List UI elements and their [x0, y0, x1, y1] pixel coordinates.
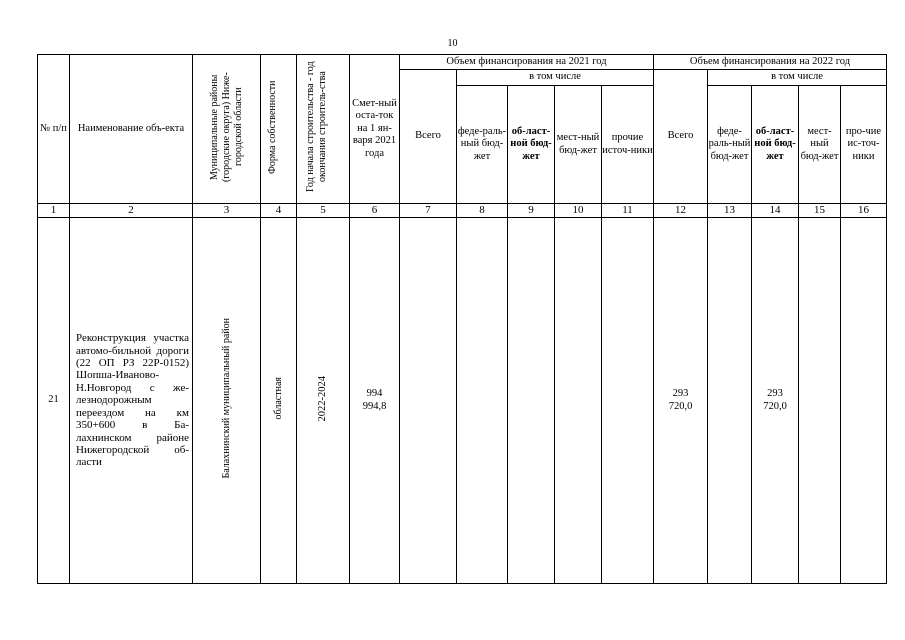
municipal-district-cell — [193, 218, 261, 584]
header-local-2021: мест-ный бюд-жет — [555, 86, 602, 204]
column-number: 12 — [654, 204, 708, 218]
header-funding-2021: Объем финансирования на 2021 год — [400, 55, 654, 70]
federal-2021 — [457, 218, 508, 584]
header-other-2021: прочие источ-ники — [602, 86, 654, 204]
total-2021 — [400, 218, 457, 584]
municipal-district: Балахнинский муниципальный район — [220, 318, 232, 479]
federal-2022 — [708, 218, 752, 584]
header-including-2021: в том числе — [457, 70, 654, 86]
column-number: 16 — [841, 204, 887, 218]
regional-2022: 293 720,0 — [752, 218, 799, 584]
other-2021 — [602, 218, 654, 584]
header-years: Год начала строительства - год окончания строитель-ства — [297, 55, 350, 204]
column-number: 13 — [708, 204, 752, 218]
header-federal-2022: феде-раль-ный бюд-жет — [708, 86, 752, 204]
header-municipal: Муниципальные районы (городские округа) Ниже-городской области — [193, 55, 261, 204]
local-2022 — [799, 218, 841, 584]
column-number: 4 — [261, 204, 297, 218]
ownership-form: областная — [272, 377, 284, 420]
object-name: Реконструкция участка автомо-бильной дороги (22 ОП РЗ 22Р-0152) Шопша-Иваново-Н.Новгород с же-лезнодорожным переездом на км 350+600 в Ба-лахнинском районе Нижегородской об-ласти — [70, 218, 193, 584]
column-number: 9 — [508, 204, 555, 218]
header-other-2022: про-чие ис-точ-ники — [841, 86, 887, 204]
header-name: Наименование объ-екта — [70, 55, 193, 204]
column-number: 10 — [555, 204, 602, 218]
header-total-2022: Всего — [654, 70, 708, 204]
years-cell — [297, 218, 350, 584]
construction-years: 2022-2024 — [316, 375, 328, 421]
column-number: 3 — [193, 204, 261, 218]
local-2021 — [555, 218, 602, 584]
other-2022 — [841, 218, 887, 584]
column-number: 1 — [38, 204, 70, 218]
header-regional-2021: об-ласт-ной бюд-жет — [508, 86, 555, 204]
column-number: 7 — [400, 204, 457, 218]
row-num: 21 — [38, 218, 70, 584]
total-2022: 293 720,0 — [654, 218, 708, 584]
column-number: 5 — [297, 204, 350, 218]
header-num: № п/п — [38, 55, 70, 204]
table-row — [38, 218, 887, 584]
column-number: 15 — [799, 204, 841, 218]
estimated-remaining: 994 994,8 — [350, 218, 400, 584]
column-number: 11 — [602, 204, 654, 218]
column-number: 2 — [70, 204, 193, 218]
header-regional-2022: об-ласт-ной бюд-жет — [752, 86, 799, 204]
header-total-2021: Всего — [400, 70, 457, 204]
column-number-row — [38, 204, 887, 218]
header-estimated-remaining: Смет-ный оста-ток на 1 ян-варя 2021 года — [350, 55, 400, 204]
header-local-2022: мест-ный бюд-жет — [799, 86, 841, 204]
investment-table — [37, 54, 887, 584]
header-federal-2021: феде-раль-ный бюд-жет — [457, 86, 508, 204]
header-including-2022: в том числе — [708, 70, 887, 86]
ownership-cell — [261, 218, 297, 584]
header-funding-2022: Объем финансирования на 2022 год — [654, 55, 887, 70]
page-number: 10 — [447, 38, 458, 49]
column-number: 6 — [350, 204, 400, 218]
column-number: 8 — [457, 204, 508, 218]
column-number: 14 — [752, 204, 799, 218]
regional-2021 — [508, 218, 555, 584]
header-ownership: Форма собственности — [261, 55, 297, 204]
